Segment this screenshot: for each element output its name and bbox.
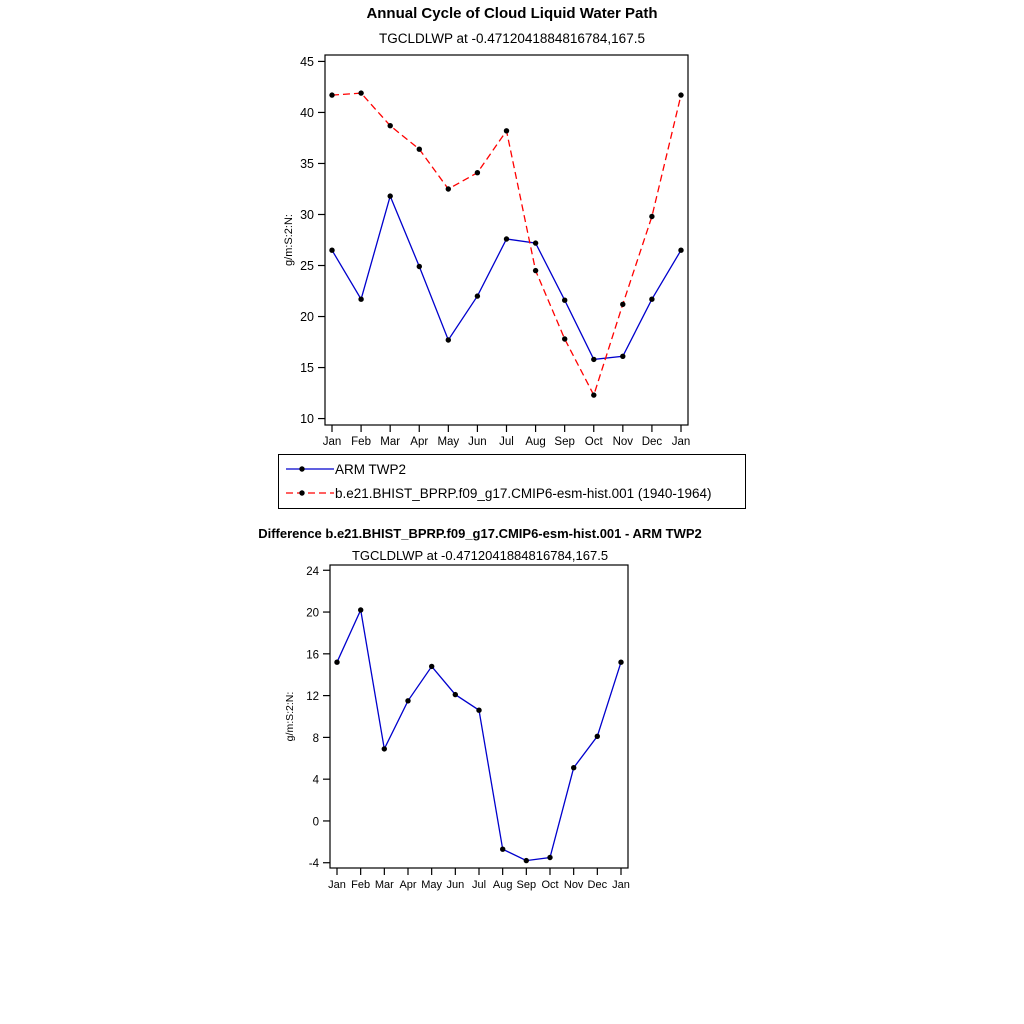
data-point-marker (429, 664, 434, 669)
data-point-marker (533, 240, 538, 245)
data-point-marker (417, 264, 422, 269)
x-tick-label: Aug (525, 436, 546, 448)
x-tick-label: May (421, 879, 443, 891)
top-chart-svg (250, 48, 720, 448)
top-chart-plot (250, 48, 720, 448)
legend-marker (299, 490, 304, 495)
data-point-marker (649, 214, 654, 219)
x-tick-label: Apr (410, 436, 429, 448)
y-axis-label: g/m:S:2:N: (284, 691, 296, 742)
data-point-marker (591, 357, 596, 362)
data-point-marker (358, 90, 363, 95)
y-tick-label: 10 (300, 412, 314, 427)
y-tick-label: 24 (306, 565, 319, 578)
data-point-marker (524, 858, 529, 863)
data-point-marker (678, 248, 683, 253)
x-tick-label: Sep (516, 879, 537, 891)
y-tick-label: 4 (312, 774, 319, 787)
data-point-marker (620, 354, 625, 359)
y-tick-label: 40 (300, 105, 314, 120)
data-point-marker (620, 302, 625, 307)
x-tick-label: Nov (563, 879, 584, 891)
y-tick-label: 20 (300, 310, 314, 325)
data-point-marker (405, 698, 410, 703)
y-tick-label: 16 (306, 649, 319, 662)
y-tick-label: 35 (300, 156, 314, 171)
x-tick-label: Jun (468, 436, 487, 448)
data-point-marker (547, 855, 552, 860)
y-tick-label: 15 (300, 361, 314, 376)
data-point-marker (504, 128, 509, 133)
x-tick-label: May (437, 436, 460, 448)
y-tick-label: 8 (312, 732, 319, 745)
data-point-marker (618, 660, 623, 665)
y-tick-label: 0 (312, 816, 319, 829)
data-point-marker (475, 293, 480, 298)
legend-label: ARM TWP2 (335, 461, 407, 477)
y-axis-label: g/m:S:2:N: (283, 214, 295, 266)
data-point-marker (595, 734, 600, 739)
data-point-marker (678, 92, 683, 97)
x-tick-label: Mar (380, 436, 401, 448)
x-tick-label: Mar (374, 879, 394, 891)
legend-line-sample (285, 485, 335, 501)
legend-label: b.e21.BHIST_BPRP.f09_g17.CMIP6-esm-hist.001 (1940-1964) (335, 485, 712, 501)
x-tick-label: Oct (584, 436, 603, 448)
top-chart-subtitle: TGCLDLWP at -0.4712041884816784,167.5 (379, 31, 645, 46)
legend-marker (299, 466, 304, 471)
x-tick-label: Jan (612, 879, 630, 891)
data-point-marker (504, 236, 509, 241)
data-point-marker (475, 170, 480, 175)
data-point-marker (562, 298, 567, 303)
data-point-marker (358, 607, 363, 612)
legend-line-sample (285, 461, 335, 477)
difference-chart-plot (250, 558, 720, 893)
legend-entry (285, 457, 741, 481)
y-tick-label: -4 (308, 858, 319, 871)
x-tick-label: Jul (499, 436, 514, 448)
x-tick-label: Oct (541, 879, 559, 891)
data-point-marker (446, 337, 451, 342)
main-title: Annual Cycle of Cloud Liquid Water Path (366, 5, 658, 22)
series-line-0 (332, 196, 681, 359)
x-tick-label: Nov (612, 436, 634, 448)
legend-entry (285, 481, 741, 505)
x-tick-label: Jan (671, 436, 691, 448)
x-tick-label: Jan (328, 879, 346, 891)
data-point-marker (388, 123, 393, 128)
data-point-marker (476, 708, 481, 713)
y-tick-label: 12 (306, 691, 319, 704)
difference-chart-subtitle: TGCLDLWP at -0.4712041884816784,167.5 (351, 548, 609, 563)
data-point-marker (591, 392, 596, 397)
data-point-marker (329, 248, 334, 253)
x-tick-label: Jan (322, 436, 342, 448)
y-tick-label: 20 (306, 607, 319, 620)
plot-frame (330, 565, 628, 868)
data-point-marker (329, 92, 334, 97)
y-tick-label: 45 (300, 54, 314, 69)
data-point-marker (334, 660, 339, 665)
data-point-marker (388, 193, 393, 198)
legend-box (278, 454, 746, 509)
data-point-marker (417, 147, 422, 152)
data-point-marker (382, 746, 387, 751)
data-point-marker (500, 847, 505, 852)
y-tick-label: 25 (300, 259, 314, 274)
difference-chart-title: Difference b.e21.BHIST_BPRP.f09_g17.CMIP6-esm-hist.001 - ARM TWP2 (258, 526, 702, 541)
x-tick-label: Feb (351, 436, 371, 448)
data-point-marker (649, 297, 654, 302)
x-tick-label: Jul (471, 879, 487, 891)
x-tick-label: Dec (641, 436, 663, 448)
x-tick-label: Jun (446, 879, 465, 891)
series-line-1 (332, 93, 681, 395)
x-tick-label: Apr (399, 879, 417, 891)
difference-chart-svg (250, 558, 720, 893)
data-point-marker (533, 268, 538, 273)
series-line-0 (337, 610, 621, 861)
data-point-marker (358, 297, 363, 302)
y-tick-label: 30 (300, 207, 314, 222)
x-tick-label: Sep (554, 436, 575, 448)
data-point-marker (562, 336, 567, 341)
data-point-marker (446, 186, 451, 191)
x-tick-label: Aug (492, 879, 513, 891)
x-tick-label: Dec (587, 879, 608, 891)
data-point-marker (453, 692, 458, 697)
data-point-marker (571, 765, 576, 770)
x-tick-label: Feb (351, 879, 371, 891)
